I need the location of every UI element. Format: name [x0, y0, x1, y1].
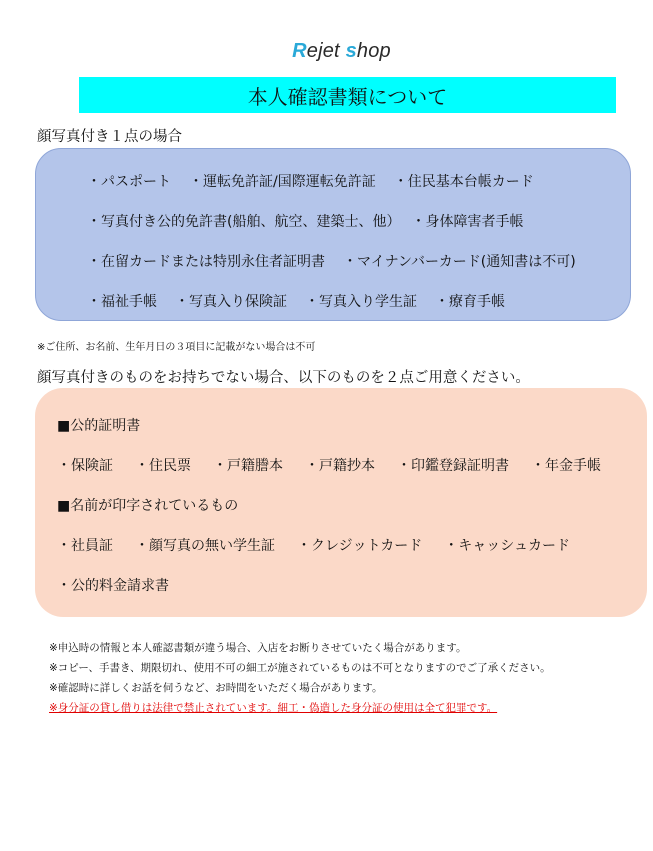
id-item: ・住民基本台帳カード	[393, 174, 534, 190]
doc-item: ・顔写真の無い学生証	[135, 538, 275, 554]
id-item: ・写真入り学生証	[305, 294, 417, 310]
id-item: ・福祉手帳	[87, 294, 157, 310]
group2-title: ■名前が印字されているもの	[57, 498, 239, 514]
note-line: ※確認時に詳しくお話を伺うなど、お時間をいただく場合があります。	[49, 682, 383, 694]
id-item: ・運転免許証/国際運転免許証	[189, 174, 376, 190]
legal-warning: ※身分証の貸し借りは法律で禁止されています。細工・偽造した身分証の使用は全て犯罪です。	[49, 702, 498, 714]
id-item: ・マイナンバーカード(通知書は不可)	[343, 254, 576, 270]
doc-item: ・住民票	[135, 458, 191, 474]
doc-item: ・保険証	[57, 458, 113, 474]
page-title: 本人確認書類について	[79, 77, 616, 113]
photo-id-row-2	[87, 211, 541, 231]
doc-item: ・キャッシュカード	[444, 538, 570, 554]
group2-extra: ・公的料金請求書	[57, 578, 169, 594]
photo-id-row-1	[87, 171, 552, 191]
id-item: ・写真付き公的免許書(船舶、航空、建築士、他）	[87, 214, 394, 230]
id-item: ・写真入り保険証	[175, 294, 287, 310]
group2-items	[57, 535, 592, 555]
id-item: ・身体障害者手帳	[411, 214, 524, 230]
id-item: ・パスポート	[87, 174, 171, 190]
photo-id-box	[35, 148, 631, 321]
group1-title: ■公的証明書	[57, 418, 141, 434]
doc-item: ・印鑑登録証明書	[397, 458, 509, 474]
doc-item: ・戸籍謄本	[213, 458, 283, 474]
id-item: ・療育手帳	[435, 294, 505, 310]
photo-id-row-3	[87, 251, 594, 271]
section1-heading: 顔写真付き１点の場合	[37, 129, 182, 145]
doc-item: ・クレジットカード	[297, 538, 423, 554]
brand-logo: Rejet shop	[292, 40, 391, 62]
group1-items	[57, 455, 623, 475]
doc-item: ・社員証	[57, 538, 113, 554]
id-item: ・在留カードまたは特別永住者証明書	[87, 254, 325, 270]
footer-notes	[49, 638, 551, 718]
doc-item: ・戸籍抄本	[305, 458, 375, 474]
photo-id-row-4	[87, 291, 523, 311]
note-line: ※コピー、手書き、期限切れ、使用不可の細工が施されているものは不可となりますのでご了承ください。	[49, 662, 551, 674]
section1-note: ※ご住所、お名前、生年月日の３項目に記載がない場合は不可	[37, 342, 316, 353]
no-photo-id-box	[35, 388, 647, 617]
note-line: ※申込時の情報と本人確認書類が違う場合、入店をお断りさせていたく場合があります。	[49, 642, 467, 654]
doc-item: ・年金手帳	[531, 458, 601, 474]
section2-heading: 顔写真付きのものをお持ちでない場合、以下のものを２点ご用意ください。	[37, 370, 530, 386]
